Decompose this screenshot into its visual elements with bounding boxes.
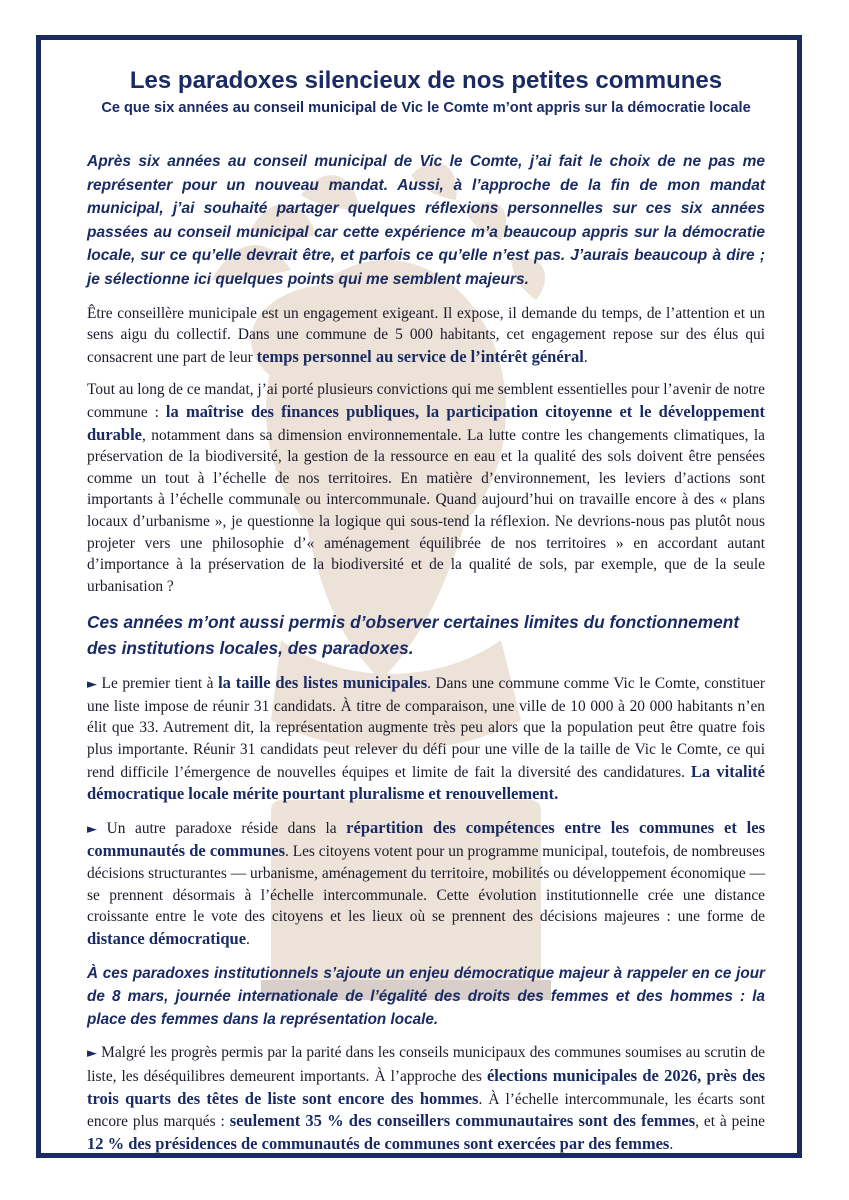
bold-run: distance démocratique	[87, 928, 247, 948]
page-subtitle: Ce que six années au conseil municipal de Vic le Comte m’ont appris sur la démocratie locale	[101, 100, 751, 116]
text-run: Être conseillère municipale est un engagement exigeant. Il expose, il demande du temps, de l’attention et un sens aigu du collectif. Dans une commune de 5 000 habitants, cet engagement repose sur des élus qui consacrent une part de leur	[87, 304, 765, 366]
article	[87, 66, 765, 1155]
page-frame	[36, 35, 802, 1158]
paragraph-competences	[87, 817, 765, 951]
section-heading-paradoxes: Ces années m’ont aussi permis d’observer certaines limites du fonctionnement des institutions locales, des paradoxes.	[87, 612, 740, 659]
text-run: . Dans une commune comme Vic le Comte, constituer une liste impose de réunir 31 candidats. À titre de comparaison, une ville de 10 000 à 20 000 habitants n’en élit que 33. Autrement dit, la représentation augmente très peu alors que la population peut être quatre fois plus importante. Réunir 31 candidats peut relever du défi pour une ville de la taille de Vic le Comte, ce qui rend difficile l’émergence de nouvelles équipes et limite de fait la diversité des candidatures.	[87, 675, 766, 781]
text-run: , et à peine	[695, 1113, 765, 1131]
bold-run: 12 % des présidences de communautés de communes sont exercées par des femmes	[87, 1133, 670, 1153]
bold-run: seulement 35 % des conseillers communautaires sont des femmes	[229, 1111, 696, 1131]
text-run: . Les citoyens votent pour un programme municipal, toutefois, de nombreuses décisions structurantes — urbanisme, aménagement du territoire, mobilités ou développement économique — se prennent désormais à l’échelle intercommunale. Cette évolution institutionnelle crée une distance croissante entre le vote des citoyens et les lieux où se prennent des décisions majeures : une forme de	[87, 843, 765, 926]
bullet-arrow-icon: ►	[87, 1046, 97, 1062]
bold-run: La vitalité démocratique locale mérite pourtant pluralisme et renouvellement.	[87, 761, 765, 804]
intro-paragraph: Après six années au conseil municipal de Vic le Comte, j’ai fait le choix de ne pas me représenter pour un nouveau mandat. Aussi, à l’approche de la fin de mon mandat municipal, j’ai souhaité partager quelques réflexions personnelles sur ces six années passées au conseil municipal car cette expérience m’a beaucoup appris sur la démocratie locale, sur ce qu’elle devrait être, et parfois ce qu’elle n’est pas. J’aurais beaucoup à dire ; je sélectionne ici quelques points qui me semblent majeurs.	[87, 153, 765, 288]
paragraph-engagement	[87, 303, 765, 369]
paragraph-parity	[87, 1042, 765, 1155]
text-run: , notamment dans sa dimension environnementale. La lutte contre les changements climatiques, la préservation de la biodiversité, la gestion de la ressource en eau et la qualité des sols doivent être pensées comme un tout à l’échelle de nos territoires. En matière d’environnement, les leviers d’actions sont importants à l’échelle communale ou intercommunale. Quand aujourd’hui on travaille encore à des « plans locaux d’urbanisme », je questionne la logique qui sous-tend la réflexion. Ne devrions-nous pas plutôt nous projeter vers une philosophie d’« aménagement équilibrée de nos territoires » en accordant autant d’importance à la préservation de la biodiversité et de la qualité de sols, par exemple, que de la seule urbanisation ?	[87, 426, 765, 595]
text-run: .	[583, 348, 588, 366]
text-run: Un autre paradoxe réside dans la	[97, 819, 347, 837]
bold-run: temps personnel au service de l’intérêt général	[256, 346, 584, 366]
text-run: Le premier tient à	[97, 675, 219, 693]
text-run: . À l’échelle intercommunale, les écarts sont encore plus marqués :	[87, 1090, 765, 1131]
bold-run: la maîtrise des finances publiques, la participation citoyenne et le développement durable	[87, 401, 766, 444]
paragraph-list-size	[87, 672, 765, 806]
text-run: .	[669, 1135, 674, 1153]
page-title: Les paradoxes silencieux de nos petites communes	[129, 67, 723, 94]
text-run: Malgré les progrès permis par la parité dans les conseils municipaux des communes soumises au scrutin de liste, les déséquilibres demeurent importants. À l’approche des	[87, 1044, 765, 1085]
bullet-arrow-icon: ►	[87, 821, 97, 837]
bold-run: élections municipales de 2026, près des trois quarts des têtes de liste sont encore des hommes	[87, 1066, 765, 1108]
bold-run: la taille des listes municipales	[218, 673, 428, 693]
bullet-arrow-icon: ►	[87, 677, 97, 693]
text-run: Tout au long de ce mandat, j’ai porté plusieurs convictions qui me semblent essentielles pour l’avenir de notre commune :	[87, 381, 765, 421]
paragraph-convictions	[87, 379, 765, 597]
text-run: .	[246, 930, 250, 948]
bold-run: répartition des compétences entre les communes et les communautés de communes	[87, 817, 766, 861]
section-heading-women: À ces paradoxes institutionnels s’ajoute un enjeu démocratique majeur à rappeler en ce jour de 8 mars, journée internationale de l’égalité des droits des femmes et des hommes : la place des femmes dans la représentation locale.	[87, 965, 765, 1029]
